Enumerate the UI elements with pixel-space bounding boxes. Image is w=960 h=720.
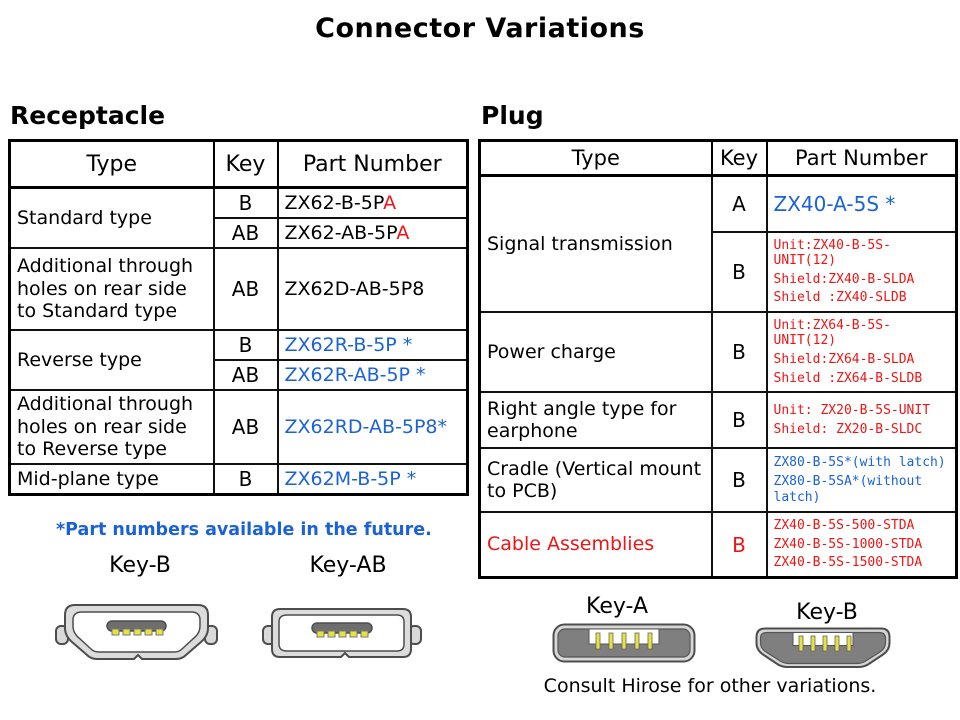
table-row (480, 448, 957, 512)
receptacle-midplane-key-cell: B (214, 464, 278, 495)
plug-power-key-cell: B (712, 312, 767, 392)
plug-col-key: Key (712, 141, 767, 176)
receptacle-table (8, 139, 469, 496)
receptacle-reverse-b-key-cell: B (214, 330, 278, 360)
plug-cradle-key-cell: B (712, 448, 767, 512)
receptacle-standard-b-key-cell: B (214, 188, 278, 219)
receptacle-reverse-ab-part-cell: ZX62R-AB-5P * (278, 360, 468, 390)
plug-key-a-label: Key-A (585, 594, 648, 619)
receptacle-standard-ab-key-cell: AB (214, 218, 278, 248)
receptacle-additional-reverse-key-cell: AB (214, 390, 278, 464)
receptacle-standard-type-cell: Standard type (10, 188, 214, 249)
plug-col-type: Type (480, 141, 712, 176)
plug-col-part: Part Number (767, 141, 957, 176)
table-row (10, 330, 468, 360)
receptacle-additional-reverse-type-cell: Additional through holes on rear side to Reverse type (10, 390, 214, 464)
plug-right-angle-key-cell: B (712, 392, 767, 448)
table-row (10, 188, 468, 219)
receptacle-additional-standard-key-cell: AB (214, 248, 278, 330)
plug-power-type-cell: Power charge (480, 312, 712, 392)
receptacle-additional-reverse-part-cell: ZX62RD-AB-5P8* (278, 390, 468, 464)
plug-cable-part-cell: ZX40-B-5S-500-STDA ZX40-B-5S-1000-STDA ZX40-B-5S-1500-STDA (767, 512, 957, 577)
table-row (480, 392, 957, 448)
plug-signal-type-cell: Signal transmission (480, 176, 712, 312)
table-row (480, 176, 957, 232)
table-row (480, 312, 957, 392)
receptacle-standard-b-part-cell: ZX62-B-5PA (278, 188, 468, 219)
plug-power-part-cell: Unit:ZX64-B-5S-UNIT(12) Shield:ZX64-B-SLDA Shield :ZX64-B-SLDB (767, 312, 957, 392)
receptacle-key-b-drawing (55, 602, 218, 666)
plug-signal-a-part-cell: ZX40-A-5S * (767, 176, 957, 232)
plug-cable-type-cell: Cable Assemblies (480, 512, 712, 577)
table-row (10, 248, 468, 330)
receptacle-col-key: Key (214, 141, 278, 188)
page-title: Connector Variations (315, 13, 645, 44)
receptacle-midplane-type-cell: Mid-plane type (10, 464, 214, 495)
receptacle-additional-standard-type-cell: Additional through holes on rear side to Standard type (10, 248, 214, 330)
receptacle-section-heading: Receptacle (10, 101, 166, 130)
receptacle-key-b-label: Key-B (109, 553, 171, 578)
receptacle-standard-ab-part-cell: ZX62-AB-5PA (278, 218, 468, 248)
plug-signal-a-key-cell: A (712, 176, 767, 232)
plug-cradle-part-cell: ZX80-B-5S*(with latch) ZX80-B-5SA*(without latch) (767, 448, 957, 512)
plug-key-b-drawing (752, 627, 894, 669)
receptacle-col-type: Type (10, 141, 214, 188)
consult-note: Consult Hirose for other variations. (543, 675, 877, 697)
plug-cable-key-cell: B (712, 512, 767, 577)
plug-section-heading: Plug (481, 101, 544, 130)
footnote: *Part numbers available in the future. (56, 520, 432, 540)
receptacle-additional-standard-part-cell: ZX62D-AB-5P8 (278, 248, 468, 330)
plug-key-a-drawing (552, 623, 696, 663)
plug-right-angle-part-cell: Unit: ZX20-B-5S-UNIT Shield: ZX20-B-SLDC (767, 392, 957, 448)
receptacle-reverse-b-part-cell: ZX62R-B-5P * (278, 330, 468, 360)
receptacle-key-ab-label: Key-AB (309, 553, 387, 578)
receptacle-reverse-ab-key-cell: AB (214, 360, 278, 390)
plug-signal-b-key-cell: B (712, 232, 767, 312)
receptacle-reverse-type-cell: Reverse type (10, 330, 214, 390)
plug-table (478, 139, 958, 579)
table-row (10, 390, 468, 464)
table-row (480, 512, 957, 577)
receptacle-col-part: Part Number (278, 141, 468, 188)
receptacle-midplane-part-cell: ZX62M-B-5P * (278, 464, 468, 495)
plug-cradle-type-cell: Cradle (Vertical mount to PCB) (480, 448, 712, 512)
receptacle-key-ab-drawing (262, 606, 422, 664)
table-row (10, 464, 468, 495)
plug-right-angle-type-cell: Right angle type for earphone (480, 392, 712, 448)
plug-key-b-label: Key-B (796, 600, 858, 625)
plug-signal-b-part-cell: Unit:ZX40-B-5S-UNIT(12) Shield:ZX40-B-SLDA Shield :ZX40-SLDB (767, 232, 957, 312)
